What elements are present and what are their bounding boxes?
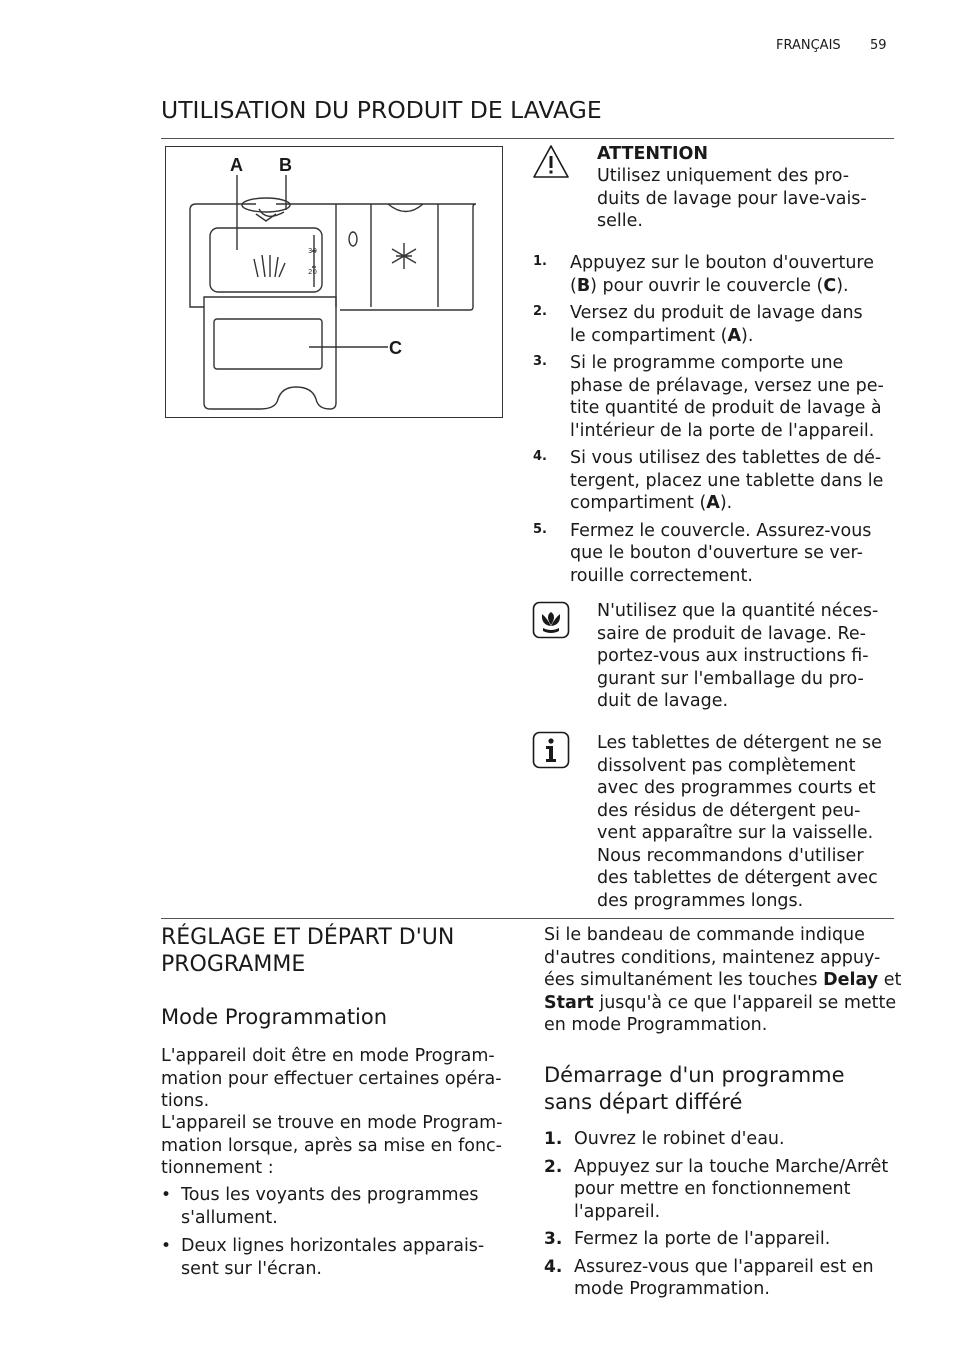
- mode-subtitle: Mode Programmation: [161, 1005, 388, 1029]
- info-note-line: dissolvent pas complètement: [597, 755, 856, 776]
- step-number: 5.: [533, 521, 547, 537]
- start-step-number: 3.: [544, 1229, 563, 1249]
- step-text: [570, 252, 893, 297]
- warning-line: selle.: [597, 211, 643, 231]
- text-segment: (: [570, 275, 577, 296]
- step-line: [570, 375, 893, 398]
- start-step-item: [544, 1156, 904, 1224]
- mode-line: mation pour effectuer certaines opéra-: [161, 1068, 502, 1089]
- step-line: [570, 352, 893, 375]
- start-step-text: [574, 1128, 904, 1151]
- start-step-number: 4.: [544, 1256, 563, 1277]
- text-segment: ées simultanément les touches: [544, 970, 824, 990]
- text-segment: en mode Programmation.: [544, 1015, 768, 1035]
- text-segment: ).: [719, 493, 733, 513]
- step-item: [533, 302, 893, 347]
- eco-note-line: saire de produit de lavage. Re-: [597, 623, 866, 644]
- right-paragraph: [544, 924, 901, 1037]
- step-line: [570, 302, 893, 325]
- info-note-line: des programmes longs.: [597, 890, 804, 911]
- text-segment: le compartiment (: [570, 325, 728, 346]
- start-step-item: [544, 1128, 904, 1151]
- warning-text: [597, 165, 867, 233]
- text-segment: tergent, placez une tablette dans le: [570, 470, 884, 491]
- bullet-text: [181, 1184, 521, 1229]
- right-para-line: [544, 992, 901, 1015]
- eco-flower-icon: [532, 601, 570, 643]
- start-step-line: l'appareil.: [574, 1201, 661, 1222]
- text-segment: ).: [836, 275, 849, 296]
- info-note-line: Nous recommandons d'utiliser: [597, 845, 864, 866]
- right-para-line: [544, 947, 901, 970]
- text-segment: jusqu'à ce que l'appareil se mette: [593, 992, 897, 1013]
- right-para-line: [544, 1014, 901, 1037]
- bold-term: C: [823, 275, 837, 296]
- step-line: [570, 447, 893, 470]
- start-subtitle: Démarrage d'un programme sans départ différé: [544, 1063, 845, 1114]
- step-item: [533, 520, 893, 588]
- label-a: A: [230, 155, 243, 175]
- info-note-line: vent apparaître sur la vaisselle.: [597, 823, 874, 843]
- start-step-text: [574, 1256, 904, 1301]
- bullet-item: [161, 1184, 521, 1229]
- section-divider: [161, 138, 894, 139]
- info-note-line: avec des programmes courts et: [597, 778, 876, 798]
- text-segment: d'autres conditions, maintenez appuy-: [544, 947, 881, 968]
- step-item: [533, 352, 893, 442]
- bold-term: A: [727, 325, 742, 346]
- info-note-line: Les tablettes de détergent ne se: [597, 733, 882, 753]
- step-number: 3.: [533, 354, 547, 369]
- text-segment: Si le bandeau de commande indique: [544, 925, 865, 945]
- bold-term: A: [706, 493, 720, 513]
- bullet-dot: •: [161, 1236, 172, 1256]
- mode-line: L'appareil doit être en mode Program-: [161, 1046, 495, 1066]
- dispenser-figure: [165, 146, 503, 418]
- text-segment: rouille correctement.: [570, 565, 753, 586]
- start-step-item: [544, 1256, 904, 1301]
- text-segment: tite quantité de produit de lavage à: [570, 398, 882, 418]
- step-line: [570, 492, 893, 515]
- start-step-line: Fermez la porte de l'appareil.: [574, 1229, 831, 1249]
- mode-line: mation lorsque, après sa mise en fonc-: [161, 1135, 502, 1156]
- bullet-text: [181, 1235, 521, 1280]
- step-line: [570, 325, 893, 348]
- bold-term: B: [576, 275, 591, 296]
- text-segment: et: [878, 970, 902, 990]
- start-step-line: pour mettre en fonctionnement: [574, 1179, 851, 1199]
- bullet-line: Deux lignes horizontales apparais-: [181, 1236, 485, 1256]
- mode-paragraph-1: [161, 1045, 502, 1113]
- step-line: [570, 542, 893, 565]
- start-steps-list: [544, 1128, 904, 1306]
- info-note-text: [597, 732, 882, 912]
- start-step-text: [574, 1156, 904, 1224]
- label-b: B: [279, 155, 292, 175]
- right-para-line: [544, 924, 901, 947]
- step-text: [570, 352, 893, 442]
- step-line: [570, 420, 893, 443]
- start-step-item: [544, 1228, 904, 1251]
- section2-title: RÉGLAGE ET DÉPART D'UN PROGRAMME: [161, 925, 455, 977]
- warning-title: ATTENTION: [597, 144, 709, 164]
- mode-bullets: [161, 1184, 521, 1286]
- text-segment: ).: [741, 325, 754, 346]
- start-step-line: mode Programmation.: [574, 1279, 770, 1299]
- info-icon: [532, 731, 570, 773]
- warning-triangle-icon: [532, 143, 570, 185]
- eco-note-line: duit de lavage.: [597, 691, 729, 711]
- start-step-number: 2.: [544, 1156, 563, 1177]
- mode-line: tionnement :: [161, 1158, 274, 1178]
- bullet-line: sent sur l'écran.: [181, 1258, 322, 1279]
- eco-note-line: gurant sur l'emballage du pro-: [597, 668, 864, 689]
- info-note-line: des résidus de détergent peu-: [597, 800, 861, 821]
- eco-note-line: portez-vous aux instructions fi-: [597, 646, 869, 666]
- mode-line: L'appareil se trouve en mode Program-: [161, 1113, 503, 1133]
- step-item: [533, 447, 893, 515]
- step-line: [570, 252, 893, 275]
- section-title: UTILISATION DU PRODUIT DE LAVAGE: [161, 96, 602, 124]
- mode-line: tions.: [161, 1091, 210, 1111]
- bold-term: Delay: [823, 970, 879, 990]
- start-step-number: 1.: [544, 1129, 563, 1149]
- right-para-line: [544, 969, 901, 992]
- steps-list: [533, 252, 893, 592]
- text-segment: phase de prélavage, versez une pe-: [570, 375, 884, 396]
- start-step-line: Ouvrez le robinet d'eau.: [574, 1129, 785, 1149]
- mode-paragraph-2: [161, 1112, 502, 1180]
- step-line: [570, 470, 893, 493]
- start-step-text: [574, 1228, 904, 1251]
- dispenser-diagram: [166, 147, 502, 417]
- step-text: [570, 302, 893, 347]
- step-number: 2.: [533, 304, 547, 319]
- section-divider-2: [161, 918, 894, 919]
- step-line: [570, 397, 893, 420]
- info-note-line: des tablettes de détergent avec: [597, 868, 878, 888]
- bullet-item: [161, 1235, 521, 1280]
- text-segment: compartiment (: [570, 493, 707, 513]
- bullet-line: Tous les voyants des programmes: [181, 1185, 479, 1205]
- warning-line: Utilisez uniquement des pro-: [597, 166, 850, 186]
- page-number: 59: [870, 38, 887, 53]
- scale-20: 20: [308, 268, 317, 276]
- language-label: FRANÇAIS: [776, 38, 841, 53]
- step-line: [570, 275, 893, 298]
- text-segment: l'intérieur de la porte de l'appareil.: [570, 420, 875, 441]
- start-step-line: Assurez-vous que l'appareil est en: [574, 1256, 874, 1277]
- step-item: [533, 252, 893, 297]
- step-text: [570, 447, 893, 515]
- eco-note-text: [597, 600, 878, 713]
- step-text: [570, 520, 893, 588]
- eco-note-line: N'utilisez que la quantité néces-: [597, 601, 879, 621]
- warning-line: duits de lavage pour lave-vais-: [597, 188, 867, 209]
- text-segment: que le bouton d'ouverture se ver-: [570, 543, 863, 563]
- step-number: 1.: [533, 254, 547, 269]
- text-segment: ) pour ouvrir le couvercle (: [590, 275, 824, 296]
- text-segment: Appuyez sur le bouton d'ouverture: [570, 253, 875, 273]
- step-number: 4.: [533, 449, 547, 464]
- scale-30: 30: [308, 247, 317, 255]
- text-segment: Si vous utilisez des tablettes de dé-: [570, 448, 882, 468]
- text-segment: Fermez le couvercle. Assurez-vous: [570, 520, 872, 541]
- bullet-line: s'allument.: [181, 1207, 278, 1228]
- label-c: C: [389, 338, 402, 358]
- step-line: [570, 565, 893, 588]
- step-line: [570, 520, 893, 543]
- bullet-dot: •: [161, 1185, 172, 1205]
- start-step-line: Appuyez sur la touche Marche/Arrêt: [574, 1156, 889, 1177]
- bold-term: Start: [544, 992, 594, 1013]
- text-segment: Si le programme comporte une: [570, 353, 844, 373]
- text-segment: Versez du produit de lavage dans: [570, 303, 863, 323]
